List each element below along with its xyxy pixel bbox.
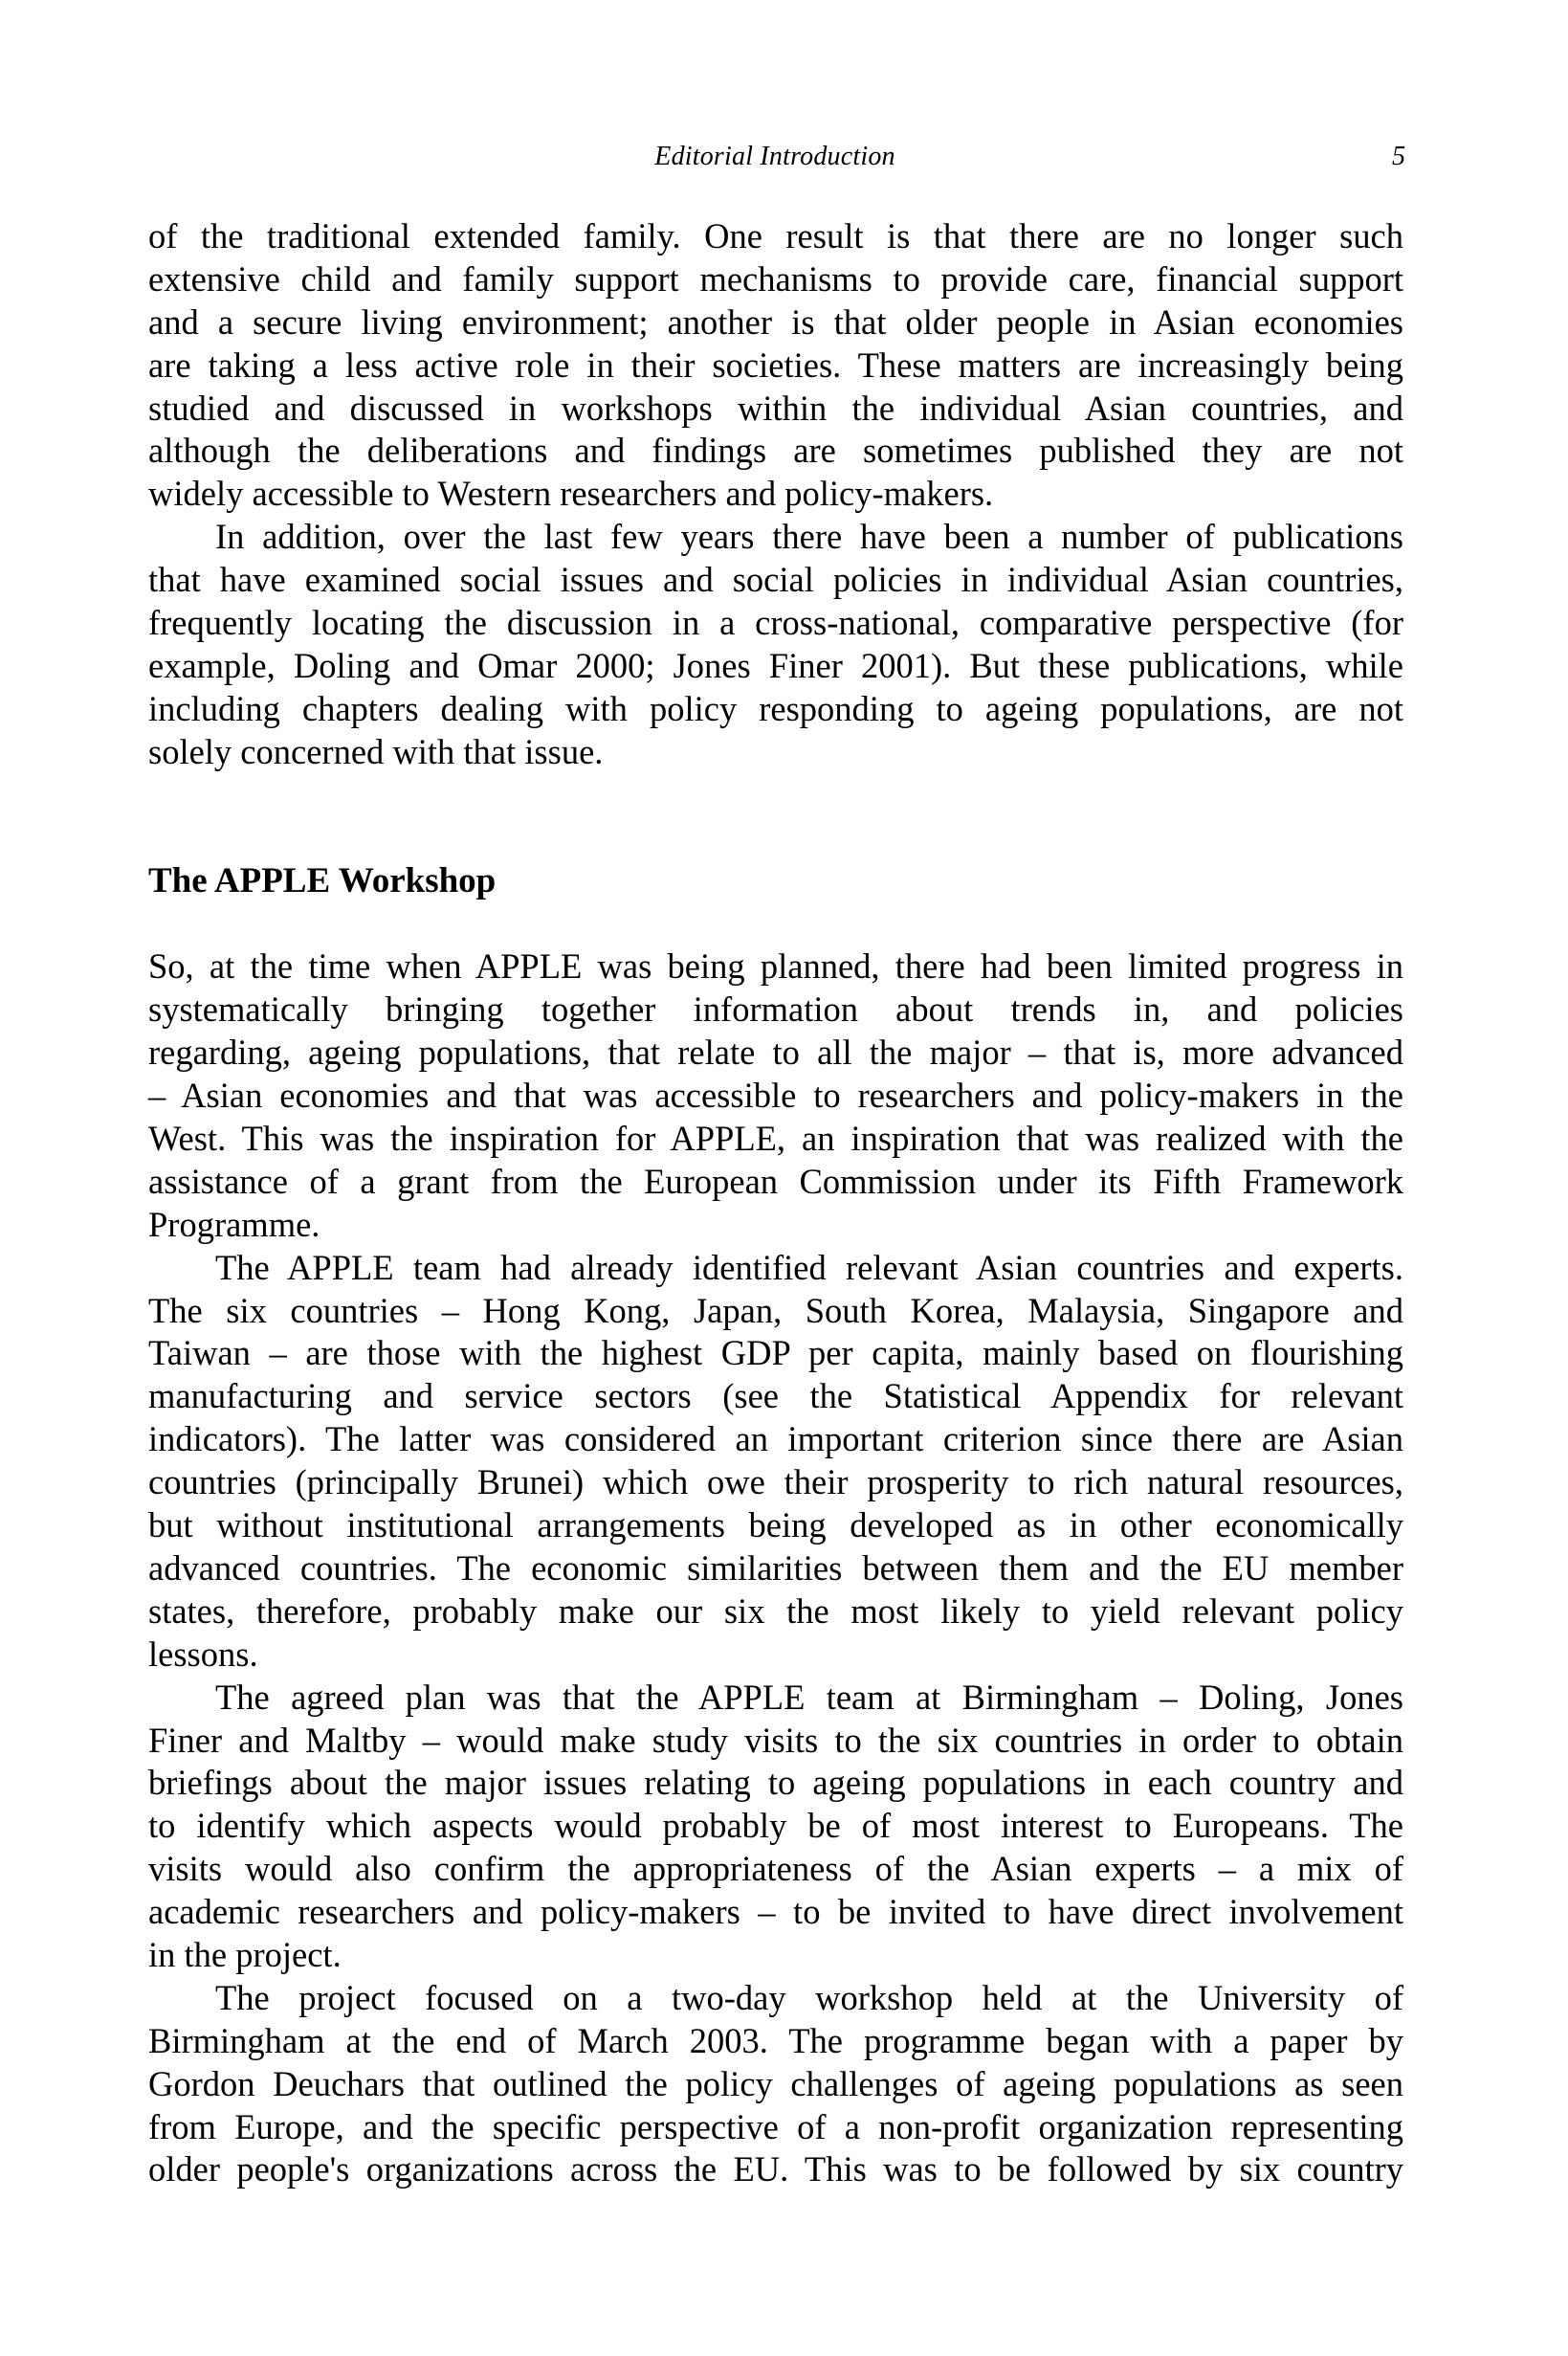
text-line: states, therefore, probably make our six the most likely to yield relevant policy (148, 1590, 1403, 1631)
text-line: to identify which aspects would probably be of most interest to Europeans. The (148, 1806, 1403, 1846)
text-line: Taiwan – are those with the highest GDP per capita, mainly based on flourishing (148, 1333, 1403, 1373)
text-line: solely concerned with that issue. (148, 731, 604, 771)
text-line: older people's organizations across the EU. This was to be followed by six country (148, 2149, 1403, 2189)
text-line: In addition, over the last few years there have been a number of publications (215, 517, 1403, 557)
text-line: systematically bringing together information about trends in, and policies (148, 989, 1403, 1030)
text-line: visits would also confirm the appropriateness of the Asian experts – a mix of (148, 1849, 1403, 1889)
text-line: although the deliberations and findings are sometimes published they are not (148, 431, 1403, 471)
text-line: and a secure living environment; another is that older people in Asian economies (148, 301, 1403, 342)
text-line: The agreed plan was that the APPLE team at Birmingham – Doling, Jones (215, 1677, 1403, 1717)
text-line: that have examined social issues and social policies in individual Asian countries, (148, 560, 1403, 600)
section-heading: The APPLE Workshop (148, 860, 497, 900)
text-line: assistance of a grant from the European Commission under its Fifth Framework (148, 1161, 1403, 1201)
text-line: – Asian economies and that was accessible to researchers and policy-makers in the (148, 1076, 1403, 1116)
text-line: extensive child and family support mechanisms to provide care, financial support (148, 258, 1403, 299)
text-line: lessons. (148, 1634, 258, 1674)
text-line: studied and discussed in workshops within the individual Asian countries, and (148, 388, 1403, 428)
paragraph (148, 1977, 1403, 2191)
text-line: So, at the time when APPLE was being planned, there had been limited progress in (148, 946, 1403, 987)
text-line: including chapters dealing with policy responding to ageing populations, are not (148, 688, 1403, 728)
text-line: from Europe, and the specific perspective of a non-profit organization representing (148, 2106, 1403, 2146)
paragraph (148, 1247, 1403, 1677)
text-line: advanced countries. The economic similarities between them and the EU member (148, 1547, 1403, 1588)
text-line: manufacturing and service sectors (see the Statistical Appendix for relevant (148, 1376, 1403, 1416)
paragraph (148, 945, 1403, 1246)
text-line: indicators). The latter was considered an important criterion since there are Asian (148, 1419, 1403, 1459)
text-line: example, Doling and Omar 2000; Jones Finer 2001). But these publications, while (148, 645, 1403, 685)
text-line: briefings about the major issues relating to ageing populations in each country and (148, 1763, 1403, 1803)
text-line: Finer and Maltby – would make study visits to the six countries in order to obtain (148, 1720, 1403, 1760)
page-number: 5 (1392, 142, 1405, 171)
running-header (0, 136, 1568, 178)
paragraph (148, 516, 1403, 773)
text-line: academic researchers and policy-makers – to be invited to have direct involvement (148, 1892, 1403, 1932)
text-line: Programme. (148, 1204, 320, 1244)
text-line: Birmingham at the end of March 2003. The programme began with a paper by (148, 2020, 1403, 2060)
running-title: Editorial Introduction (654, 142, 895, 171)
text-line: West. This was the inspiration for APPLE, an inspiration that was realized with the (148, 1119, 1403, 1159)
text-line: The APPLE team had already identified relevant Asian countries and experts. (215, 1247, 1403, 1287)
text-line: are taking a less active role in their societies. These matters are increasingly being (148, 345, 1403, 385)
text-line: The project focused on a two-day workshop held at the University of (215, 1977, 1403, 2017)
text-line: regarding, ageing populations, that relate to all the major – that is, more advanced (148, 1033, 1403, 1073)
text-line: of the traditional extended family. One result is that there are no longer such (148, 216, 1403, 256)
section-intro-continued (148, 215, 1403, 774)
text-line: Gordon Deuchars that outlined the policy challenges of ageing populations as seen (148, 2063, 1403, 2103)
paragraph (148, 1677, 1403, 1977)
text-line: in the project. (148, 1934, 342, 1974)
spacer (148, 902, 1403, 945)
section-apple-workshop (148, 945, 1403, 2191)
text-line: The six countries – Hong Kong, Japan, South Korea, Malaysia, Singapore and (148, 1290, 1403, 1330)
paragraph (148, 215, 1403, 516)
body-text (148, 215, 1403, 2191)
text-line: frequently locating the discussion in a cross-national, comparative perspective (for (148, 603, 1403, 643)
text-line: widely accessible to Western researchers and policy-makers. (148, 474, 994, 514)
text-line: countries (principally Brunei) which owe their prosperity to rich natural resources, (148, 1462, 1403, 1502)
text-line: but without institutional arrangements being developed as in other economically (148, 1505, 1403, 1545)
spacer (148, 774, 1403, 860)
